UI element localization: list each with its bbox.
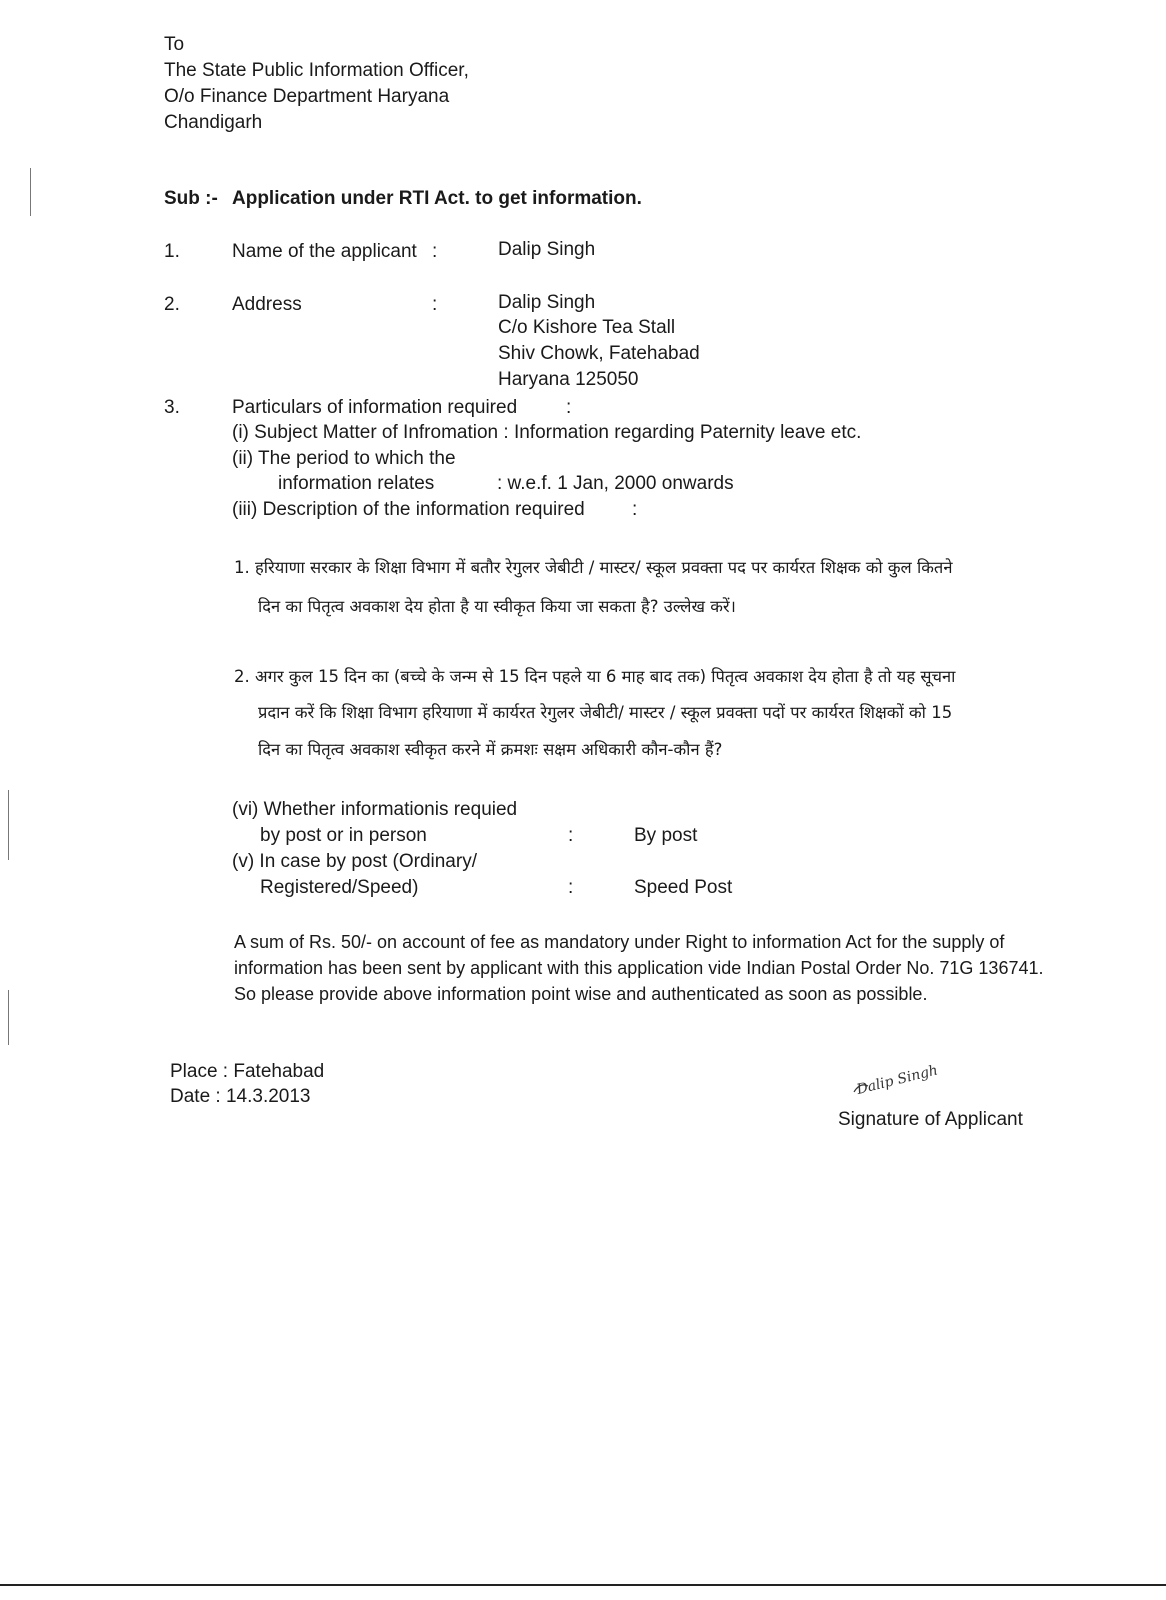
question-2-line: 2. अगर कुल 15 दिन का (बच्चे के जन्म से 15 दिन पहले या 6 माह बाद तक) पितृत्व अवकाश देय होता है तो यह सूचना	[234, 667, 956, 686]
svg-text:Dalip Singh: Dalip Singh	[855, 1062, 940, 1098]
item-value: Dalip Singh	[498, 239, 596, 260]
fee-line: information has been sent by applicant with this application vide Indian Postal Order No. 71G 136741.	[234, 958, 1044, 978]
post-type-separator: :	[568, 877, 574, 898]
item-separator: :	[432, 241, 438, 262]
particular-period-label: (ii) The period to which the	[232, 448, 456, 469]
handwritten-signature	[850, 1052, 950, 1098]
item-number: 1.	[164, 241, 180, 262]
question-1-line: 1. हरियाणा सरकार के शिक्षा विभाग में बतौर रेगुलर जेबीटी / मास्टर/ स्कूल प्रवक्ता पद पर कार्यरत शिक्षक को कुल कितने	[234, 558, 953, 577]
fee-line: A sum of Rs. 50/- on account of fee as mandatory under Right to information Act for the supply of	[234, 932, 1005, 952]
delivery-mode-label-cont: by post or in person	[260, 825, 427, 846]
particular-description-label: (iii) Description of the information required	[232, 499, 585, 520]
particular-period-value: : w.e.f. 1 Jan, 2000 onwards	[497, 473, 734, 494]
signature	[850, 1052, 950, 1098]
fee-line: So please provide above information point wise and authenticated as soon as possible.	[234, 984, 928, 1004]
item-number: 2.	[164, 294, 180, 315]
subject-label: Sub :-	[164, 188, 218, 209]
delivery-mode-label: (vi) Whether informationis requied	[232, 799, 518, 820]
scan-mark	[8, 990, 9, 1045]
addressee-line: The State Public Information Officer,	[164, 60, 469, 81]
item-separator: :	[432, 294, 438, 315]
delivery-mode-value: By post	[634, 825, 698, 846]
scan-mark	[8, 790, 9, 860]
subject-text: Application under RTI Act. to get information.	[232, 188, 642, 209]
item-label: Name of the applicant	[232, 241, 417, 262]
post-type-value: Speed Post	[634, 877, 733, 898]
delivery-mode-separator: :	[568, 825, 574, 846]
particular-subject-matter: (i) Subject Matter of Infromation : Information regarding Paternity leave etc.	[232, 422, 862, 443]
item-number: 3.	[164, 397, 180, 418]
addressee-line: Chandigarh	[164, 112, 263, 133]
item-label: Address	[232, 294, 302, 315]
addressee-line: O/o Finance Department Haryana	[164, 86, 450, 107]
post-type-label-cont: Registered/Speed)	[260, 877, 419, 898]
question-2-line: प्रदान करें कि शिक्षा विभाग हरियाणा में कार्यरत रेगुलर जेबीटी/ मास्टर / स्कूल प्रवक्ता पदों पर कार्यरत शिक्षकों को 15	[258, 703, 953, 722]
page-bottom-rule	[0, 1584, 1166, 1586]
item-separator: :	[566, 397, 572, 418]
address-line: Haryana 125050	[498, 369, 639, 390]
scan-mark	[30, 168, 31, 216]
item-label: Particulars of information required	[232, 397, 518, 418]
question-1-line: दिन का पितृत्व अवकाश देय होता है या स्वीकृत किया जा सकता है? उल्लेख करें।	[258, 597, 736, 616]
particular-description-separator: :	[632, 499, 638, 520]
address-line: Dalip Singh	[498, 292, 596, 313]
signature-label: Signature of Applicant	[838, 1109, 1023, 1130]
question-2-line: दिन का पितृत्व अवकाश स्वीकृत करने में क्रमशः सक्षम अधिकारी कौन-कौन हैं?	[258, 740, 723, 759]
particular-period-label-cont: information relates	[278, 473, 435, 494]
address-line: Shiv Chowk, Fatehabad	[498, 343, 700, 364]
date: Date : 14.3.2013	[170, 1086, 311, 1107]
post-type-label: (v) In case by post (Ordinary/	[232, 851, 477, 872]
addressee-to: To	[164, 34, 185, 55]
address-line: C/o Kishore Tea Stall	[498, 317, 676, 338]
place: Place : Fatehabad	[170, 1061, 325, 1082]
